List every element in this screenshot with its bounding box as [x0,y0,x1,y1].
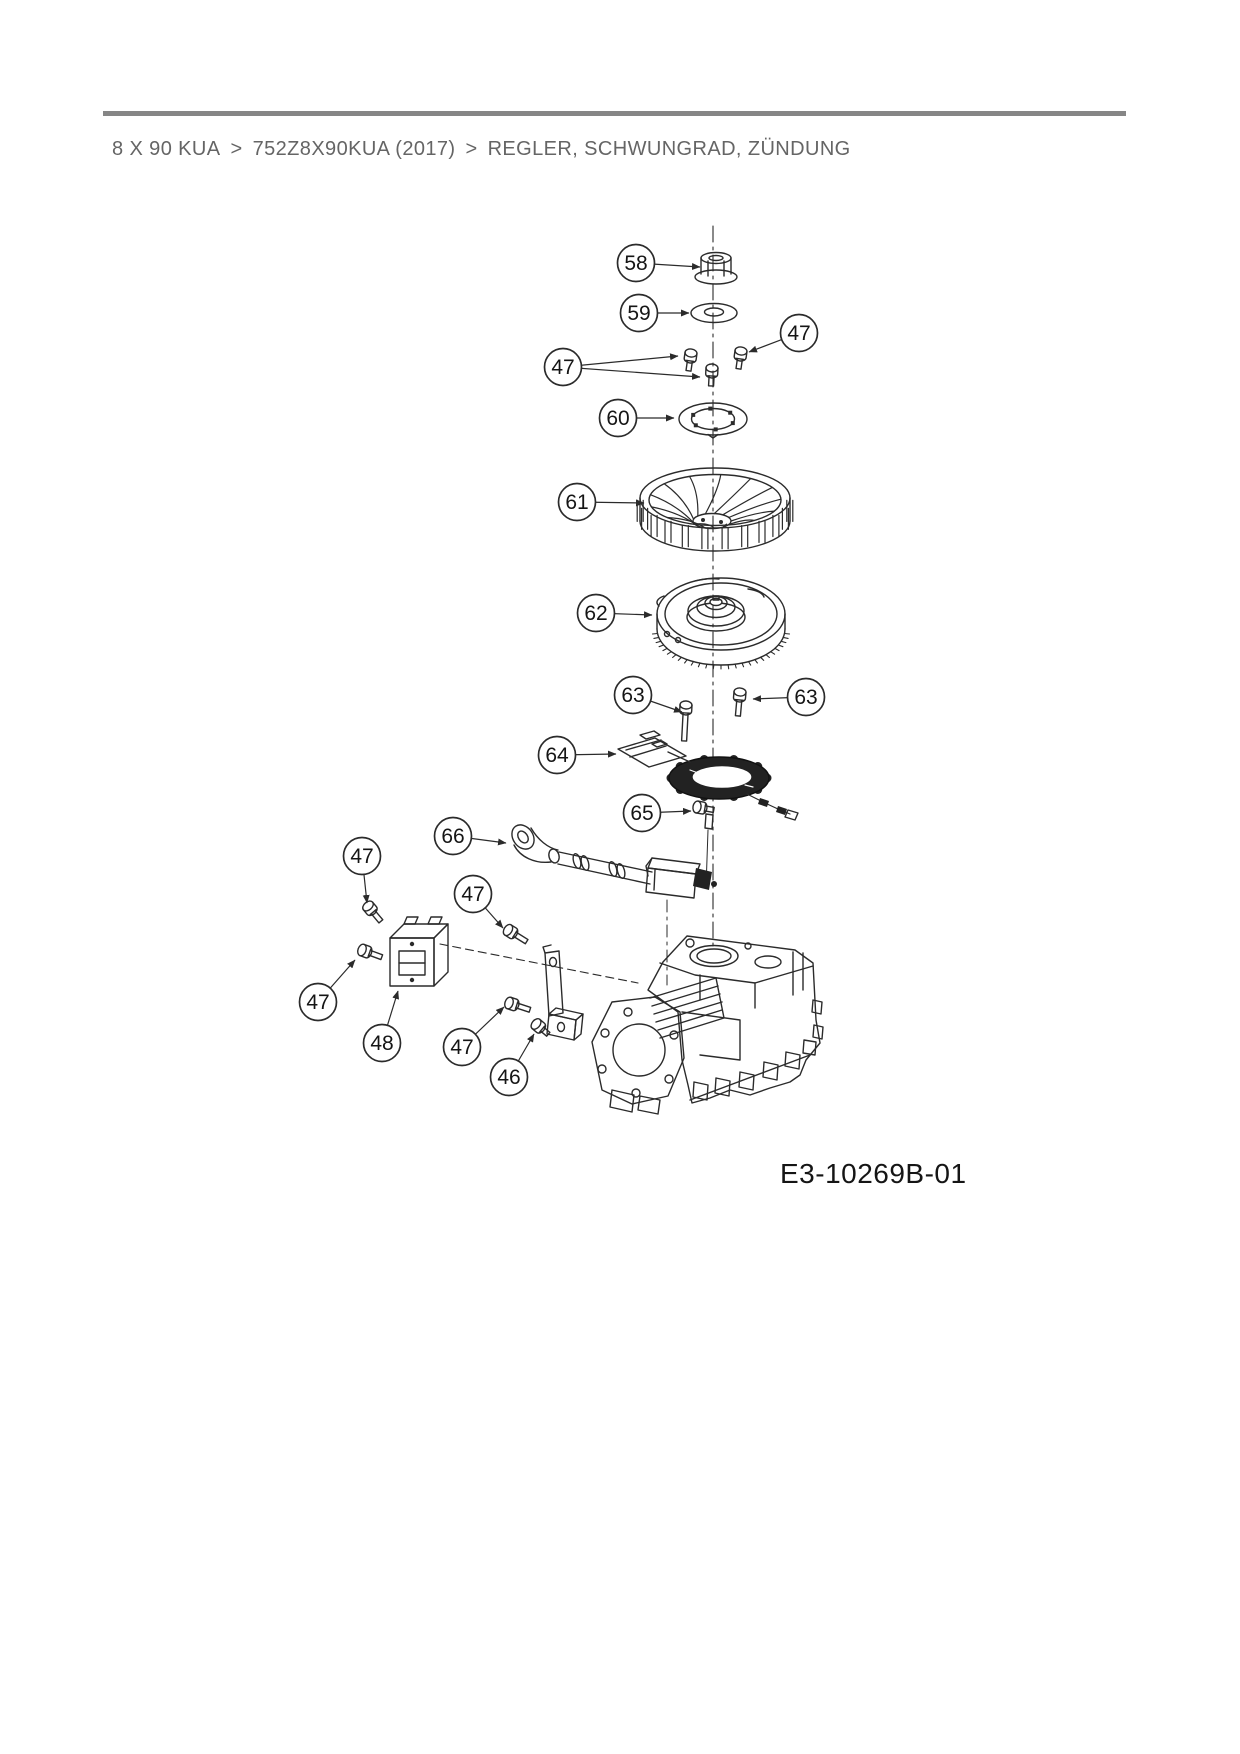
part-bolt-47-module-top [361,899,386,925]
callout-63[interactable] [615,677,683,714]
part-bracket-46 [543,945,583,1040]
svg-text:61: 61 [565,491,589,514]
callout-59[interactable] [621,295,690,332]
part-ignition-coil-66 [507,821,717,898]
part-nut-58 [695,253,737,285]
callout-47[interactable] [545,349,701,386]
breadcrumb-segment[interactable]: 8 X 90 KUA [112,138,221,160]
svg-text:47: 47 [306,991,330,1014]
breadcrumb-segment[interactable]: 752Z8X90KUA (2017) [252,138,456,160]
part-washer-59 [691,304,737,323]
svg-text:64: 64 [545,744,569,767]
callout-47[interactable] [444,1007,505,1066]
callout-47[interactable] [344,838,381,904]
svg-text:59: 59 [627,302,651,325]
callout-58[interactable] [618,245,701,282]
callout-47[interactable] [749,315,818,353]
callout-46[interactable] [491,1034,535,1096]
part-engine-block [592,936,823,1114]
svg-text:46: 46 [497,1066,521,1089]
part-bolt-63-left [678,701,692,742]
part-flywheel-62 [653,578,790,669]
part-bolt-47-top-right [733,346,748,369]
svg-text:47: 47 [461,883,485,906]
svg-text:63: 63 [621,684,645,707]
breadcrumb-segment[interactable]: REGLER, SCHWUNGRAD, ZÜNDUNG [487,138,851,160]
callout-61[interactable] [559,484,645,521]
part-bolt-47-bracket-top [501,923,529,947]
svg-text:47: 47 [787,322,811,345]
callout-48[interactable] [364,991,401,1062]
svg-text:60: 60 [606,407,630,430]
svg-text:47: 47 [450,1036,474,1059]
svg-text:63: 63 [794,686,818,709]
callout-60[interactable] [600,400,675,437]
part-bolt-47-module-left [356,943,384,963]
part-bolt-47-bracket-bottom [503,996,531,1015]
callout-66[interactable] [435,818,507,855]
svg-text:62: 62 [584,602,608,625]
svg-text:48: 48 [370,1032,394,1055]
svg-text:47: 47 [551,356,575,379]
part-bolt-47-top-left [683,348,698,371]
diagram-code: E3-10269B-01 [780,1158,967,1189]
callout-47[interactable] [300,960,356,1021]
svg-text:65: 65 [630,802,654,825]
breadcrumb-separator: > [465,138,478,160]
svg-text:58: 58 [624,252,648,275]
part-bolt-63-right [732,687,746,716]
assembly-dash-line [440,944,638,983]
part-module-48 [390,917,448,986]
callout-47[interactable] [455,876,504,929]
svg-text:66: 66 [441,825,465,848]
breadcrumb-separator: > [230,138,243,160]
callout-65[interactable] [624,795,692,832]
callout-64[interactable] [539,737,617,774]
callout-63[interactable] [753,679,825,716]
svg-text:47: 47 [350,845,374,868]
callout-62[interactable] [578,595,653,632]
part-fan-61 [637,468,793,551]
part-bolt-47-top-center [705,364,718,387]
part-bolt-65 [692,800,715,815]
